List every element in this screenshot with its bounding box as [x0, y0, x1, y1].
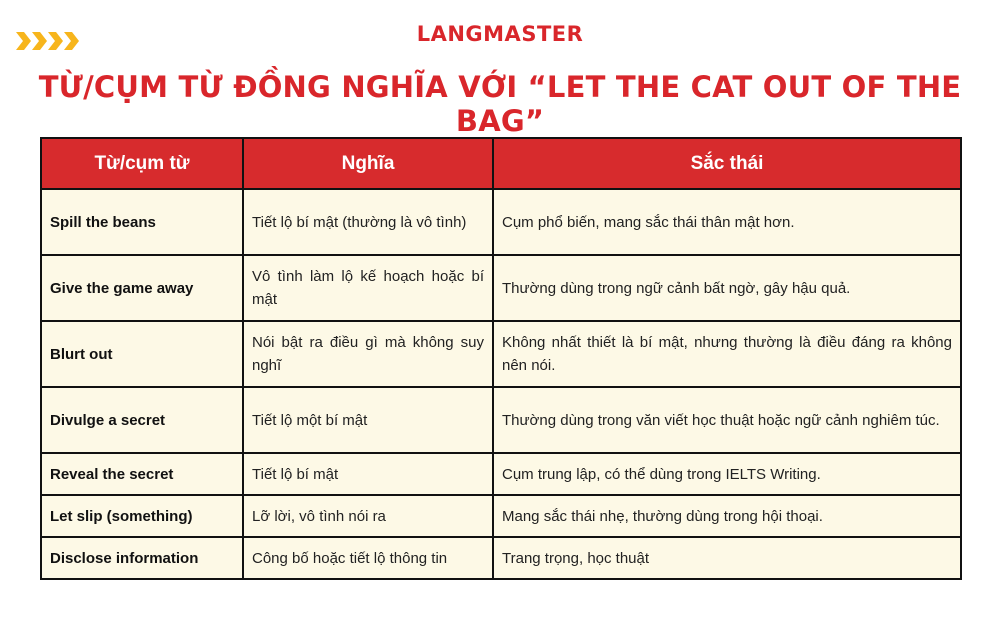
nuance-cell: Cụm phổ biến, mang sắc thái thân mật hơn.	[493, 189, 961, 255]
meaning-cell: Tiết lộ bí mật	[243, 453, 493, 495]
meaning-cell: Lỡ lời, vô tình nói ra	[243, 495, 493, 537]
table-row	[41, 453, 961, 495]
term-cell: Give the game away	[41, 255, 243, 321]
table-row	[41, 537, 961, 579]
brand-logo: LANGMASTER	[416, 22, 584, 46]
term-cell: Let slip (something)	[41, 495, 243, 537]
column-header-meaning: Nghĩa	[243, 138, 493, 189]
term-cell: Divulge a secret	[41, 387, 243, 453]
meaning-cell: Vô tình làm lộ kế hoạch hoặc bí mật	[243, 255, 493, 321]
page-title: TỪ/CỤM TỪ ĐỒNG NGHĨA VỚI “LET THE CAT OUT OF THE BAG”	[38, 70, 962, 138]
table-row	[41, 189, 961, 255]
nuance-cell: Mang sắc thái nhẹ, thường dùng trong hội thoại.	[493, 495, 961, 537]
term-cell: Disclose information	[41, 537, 243, 579]
meaning-cell: Tiết lộ bí mật (thường là vô tình)	[243, 189, 493, 255]
table-header-row	[41, 138, 961, 189]
term-cell: Reveal the secret	[41, 453, 243, 495]
meaning-cell: Nói bật ra điều gì mà không suy nghĩ	[243, 321, 493, 387]
nuance-cell: Cụm trung lập, có thể dùng trong IELTS Writing.	[493, 453, 961, 495]
term-cell: Blurt out	[41, 321, 243, 387]
nuance-cell: Không nhất thiết là bí mật, nhưng thường là điều đáng ra không nên nói.	[493, 321, 961, 387]
meaning-cell: Công bố hoặc tiết lộ thông tin	[243, 537, 493, 579]
column-header-term: Từ/cụm từ	[41, 138, 243, 189]
table-row	[41, 387, 961, 453]
table-row	[41, 255, 961, 321]
table-row	[41, 495, 961, 537]
nuance-cell: Thường dùng trong văn viết học thuật hoặc ngữ cảnh nghiêm túc.	[493, 387, 961, 453]
nuance-cell: Thường dùng trong ngữ cảnh bất ngờ, gây hậu quả.	[493, 255, 961, 321]
nuance-cell: Trang trọng, học thuật	[493, 537, 961, 579]
table-row	[41, 321, 961, 387]
synonyms-table	[40, 137, 962, 580]
column-header-nuance: Sắc thái	[493, 138, 961, 189]
term-cell: Spill the beans	[41, 189, 243, 255]
meaning-cell: Tiết lộ một bí mật	[243, 387, 493, 453]
